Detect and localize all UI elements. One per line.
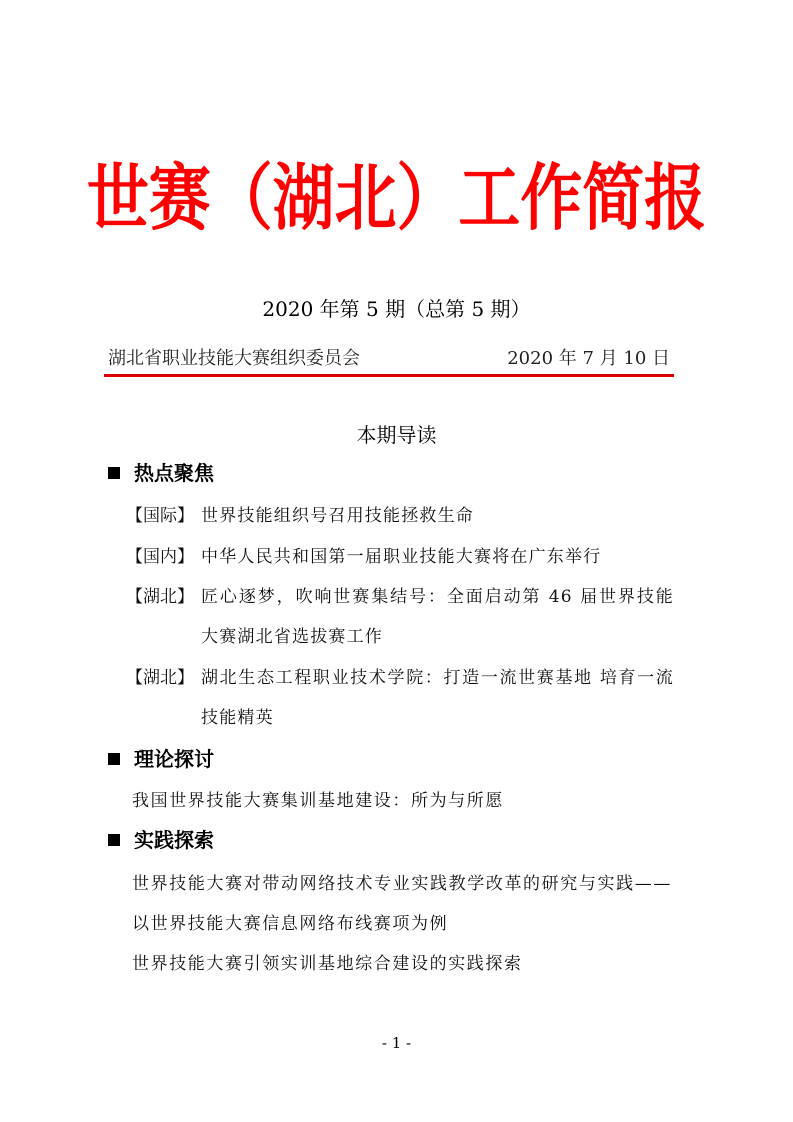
section-heading (108, 825, 214, 855)
page-number: - 1 - (381, 1034, 412, 1052)
toc-item[interactable] (126, 577, 674, 657)
square-bullet-icon (108, 753, 120, 765)
item-tag: 【国内】 (126, 547, 194, 567)
section-heading-text: 理论探讨 (134, 747, 214, 771)
item-tag: 【湖北】 (126, 668, 194, 688)
issue-date: 2020 年 7 月 10 日 (507, 348, 670, 369)
square-bullet-icon (108, 834, 120, 846)
toc-item[interactable] (126, 658, 674, 738)
toc-item[interactable]: 我国世界技能大赛集训基地建设：所为与所愿 (132, 791, 504, 811)
item-tag: 【湖北】 (126, 587, 194, 607)
toc-item[interactable]: 世界技能大赛对带动网络技术专业实践教学改革的研究与实践——以世界技能大赛信息网络布线赛项为例 (132, 874, 672, 934)
square-bullet-icon (108, 467, 120, 479)
masthead-title: 世赛（湖北）工作简报 (86, 155, 707, 240)
item-tag: 【国际】 (126, 506, 194, 526)
item-title: 世界技能组织号召用技能拯救生命 (201, 506, 474, 526)
header-row (108, 344, 670, 374)
section-heading (108, 744, 214, 774)
item-title: 中华人民共和国第一届职业技能大赛将在广东举行 (201, 547, 602, 567)
toc-item[interactable]: 世界技能大赛引领实训基地综合建设的实践探索 (132, 954, 523, 974)
section-heading (108, 458, 214, 488)
red-divider (104, 374, 674, 377)
toc-item[interactable] (126, 537, 674, 577)
toc-title: 本期导读 (356, 423, 437, 447)
section-heading-text: 热点聚焦 (134, 461, 214, 485)
toc-item[interactable] (126, 496, 674, 536)
item-title: 匠心逐梦，吹响世赛集结号：全面启动第 46 届世界技能大赛湖北省选拔赛工作 (201, 587, 674, 647)
section-heading-text: 实践探索 (134, 828, 214, 852)
organization-name: 湖北省职业技能大赛组织委员会 (108, 348, 360, 369)
item-title: 湖北生态工程职业技术学院：打造一流世赛基地 培育一流技能精英 (201, 668, 674, 728)
issue-number: 2020 年第 5 期（总第 5 期） (262, 297, 531, 321)
